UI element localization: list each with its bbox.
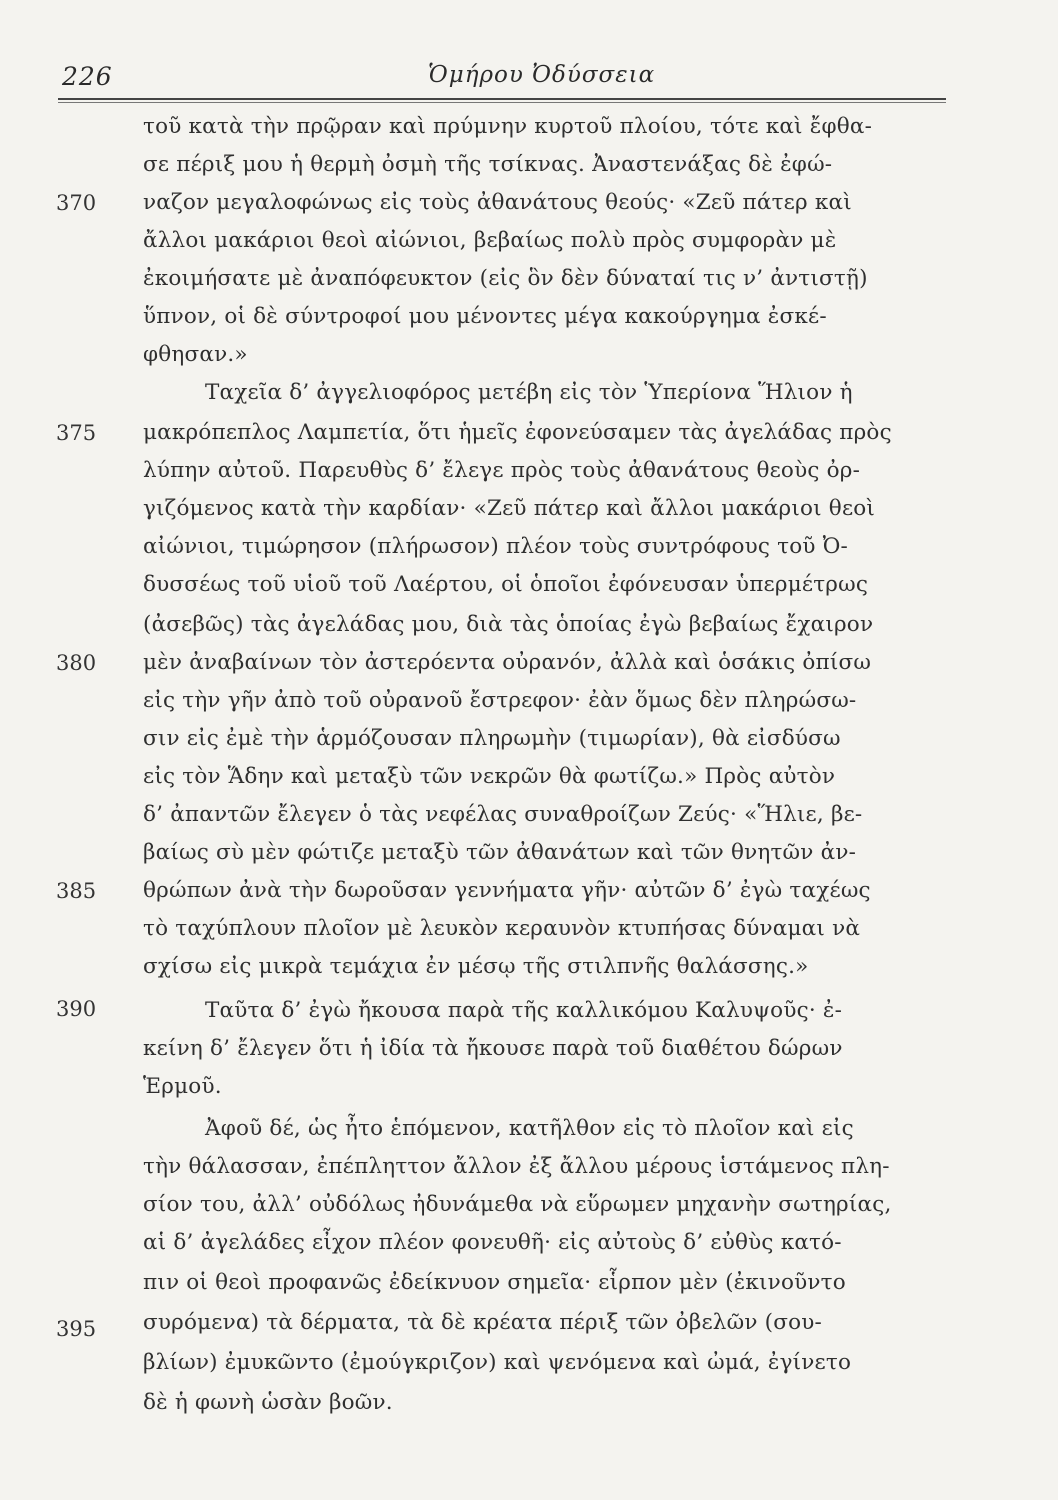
text-line: εἰς τὴν γῆν ἀπὸ τοῦ οὐρανοῦ ἔστρεφον· ἐὰν ὅμως δὲν πληρώσω- bbox=[143, 688, 857, 713]
verse-number: 380 bbox=[56, 651, 97, 675]
verse-number: 395 bbox=[56, 1317, 97, 1341]
text-line: εἰς τὸν Ἅδην καὶ μεταξὺ τῶν νεκρῶν θὰ φωτίζω.» Πρὸς αὐτὸν bbox=[143, 764, 836, 789]
text-line: μακρόπεπλος Λαμπετία, ὅτι ἡμεῖς ἐφονεύσαμεν τὰς ἀγελάδας πρὸς bbox=[143, 420, 892, 445]
text-line: ἐκοιμήσατε μὲ ἀναπόφευκτον (εἰς ὃν δὲν δύναταί τις ν’ ἀντιστῇ) bbox=[143, 266, 868, 291]
header-rule-thin bbox=[58, 102, 946, 103]
text-line: δυσσέως τοῦ υἱοῦ τοῦ Λαέρτου, οἱ ὁποῖοι ἐφόνευσαν ὑπερμέτρως bbox=[143, 572, 869, 597]
text-line: φθησαν.» bbox=[143, 342, 248, 367]
text-line: συρόμενα) τὰ δέρματα, τὰ δὲ κρέατα πέριξ τῶν ὀβελῶν (σου- bbox=[143, 1310, 823, 1335]
text-line: τὸ ταχύπλουν πλοῖον μὲ λευκὸν κεραυνὸν κτυπήσας δύναμαι νὰ bbox=[143, 916, 861, 941]
text-line: ναζον μεγαλοφώνως εἰς τοὺς ἀθανάτους θεούς· «Ζεῦ πάτερ καὶ bbox=[143, 190, 852, 215]
verse-number: 375 bbox=[56, 421, 97, 445]
text-line: μὲν ἀναβαίνων τὸν ἀστερόεντα οὐρανόν, ἀλλὰ καὶ ὁσάκις ὀπίσω bbox=[143, 650, 872, 675]
text-line: δὲ ἡ φωνὴ ὡσὰν βοῶν. bbox=[143, 1390, 393, 1415]
text-line: τοῦ κατὰ τὴν πρῷραν καὶ πρύμνην κυρτοῦ πλοίου, τότε καὶ ἔφθα- bbox=[143, 114, 873, 139]
text-line: κείνη δ’ ἔλεγεν ὅτι ἡ ἰδία τὰ ἤκουσε παρὰ τοῦ διαθέτου δώρων bbox=[143, 1036, 843, 1061]
text-line: (ἀσεβῶς) τὰς ἀγελάδας μου, διὰ τὰς ὁποίας ἐγὼ βεβαίως ἔχαιρον bbox=[143, 612, 874, 637]
page-number: 226 bbox=[62, 62, 113, 91]
text-line: θρώπων ἀνὰ τὴν δωροῦσαν γεννήματα γῆν· αὐτῶν δ’ ἐγὼ ταχέως bbox=[143, 878, 871, 903]
header-rule bbox=[58, 98, 946, 100]
verse-number: 390 bbox=[56, 997, 97, 1021]
text-line: σε πέριξ μου ἡ θερμὴ ὀσμὴ τῆς τσίκνας. Ἀναστενάξας δὲ ἐφώ- bbox=[143, 152, 833, 177]
text-line: τὴν θάλασσαν, ἐπέπληττον ἄλλον ἐξ ἄλλου μέρους ἱστάμενος πλη- bbox=[143, 1154, 890, 1179]
verse-number: 370 bbox=[56, 191, 97, 215]
text-line: γιζόμενος κατὰ τὴν καρδίαν· «Ζεῦ πάτερ καὶ ἄλλοι μακάριοι θεοὶ bbox=[143, 496, 876, 521]
text-line: βλίων) ἐμυκῶντο (ἐμούγκριζον) καὶ ψενόμενα καὶ ὠμά, ἐγίνετο bbox=[143, 1350, 852, 1375]
verse-number: 385 bbox=[56, 879, 97, 903]
text-line: πιν οἱ θεοὶ προφανῶς ἐδείκνυον σημεῖα· εἷρπον μὲν (ἐκινοῦντο bbox=[143, 1270, 846, 1295]
text-line: Ταῦτα δ’ ἐγὼ ἤκουσα παρὰ τῆς καλλικόμου Καλυψοῦς· ἐ- bbox=[205, 998, 843, 1023]
text-line: δ’ ἀπαντῶν ἔλεγεν ὁ τὰς νεφέλας συναθροίζων Ζεύς· «Ἥλιε, βε- bbox=[143, 802, 863, 827]
text-line: σιν εἰς ἐμὲ τὴν ἁρμόζουσαν πληρωμὴν (τιμωρίαν), θὰ εἰσδύσω bbox=[143, 726, 841, 751]
text-line: Ταχεῖα δ’ ἀγγελιοφόρος μετέβη εἰς τὸν Ὑπερίονα Ἥλιον ἡ bbox=[205, 380, 853, 405]
text-line: σίον του, ἀλλ’ οὐδόλως ἠδυνάμεθα νὰ εὕρωμεν μηχανὴν σωτηρίας, bbox=[143, 1192, 892, 1217]
text-line: αἰώνιοι, τιμώρησον (πλήρωσον) πλέον τοὺς συντρόφους τοῦ Ὀ- bbox=[143, 534, 849, 559]
running-title: Ὁμήρου Ὀδύσσεια bbox=[428, 62, 656, 88]
text-line: βαίως σὺ μὲν φώτιζε μεταξὺ τῶν ἀθανάτων καὶ τῶν θνητῶν ἀν- bbox=[143, 840, 857, 865]
text-line: Ἀφοῦ δέ, ὡς ἦτο ἑπόμενον, κατῆλθον εἰς τὸ πλοῖον καὶ εἰς bbox=[205, 1116, 854, 1141]
page-header bbox=[58, 62, 948, 96]
text-line: ὕπνον, οἱ δὲ σύντροφοί μου μένοντες μέγα κακούργημα ἐσκέ- bbox=[143, 304, 827, 329]
text-line: Ἑρμοῦ. bbox=[143, 1074, 222, 1099]
text-line: ἄλλοι μακάριοι θεοὶ αἰώνιοι, βεβαίως πολὺ πρὸς συμφορὰν μὲ bbox=[143, 228, 837, 253]
text-line: λύπην αὐτοῦ. Παρευθὺς δ’ ἔλεγε πρὸς τοὺς ἀθανάτους θεοὺς ὀρ- bbox=[143, 458, 861, 483]
text-line: αἱ δ’ ἀγελάδες εἶχον πλέον φονευθῆ· εἰς αὐτοὺς δ’ εὐθὺς κατό- bbox=[143, 1230, 842, 1255]
text-line: σχίσω εἰς μικρὰ τεμάχια ἐν μέσῳ τῆς στιλπνῆς θαλάσσης.» bbox=[143, 954, 809, 979]
